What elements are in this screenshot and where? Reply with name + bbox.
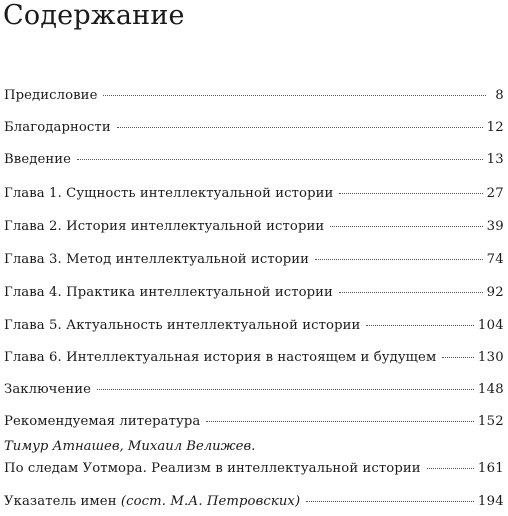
toc-entry-page: 130	[477, 350, 504, 365]
toc-entry-title-compiler: (сост. М.А. Петровских)	[120, 494, 301, 509]
toc-entry[interactable]	[4, 459, 504, 479]
toc-entry-page: 8	[495, 88, 504, 103]
dot-leader	[306, 501, 474, 502]
dot-leader	[117, 127, 483, 128]
toc-entry-title: Рекомендуемая литература	[4, 414, 201, 429]
dot-leader	[427, 468, 474, 469]
dot-leader	[442, 357, 474, 358]
toc-entry-page: 104	[477, 318, 504, 333]
toc-entry-title: Предисловие	[4, 88, 98, 103]
dot-leader	[330, 226, 482, 227]
toc-entry-title: Глава 2. История интеллектуальной истории	[4, 219, 325, 234]
toc-entry-page: 12	[486, 120, 504, 135]
toc-entry-page: 74	[486, 252, 504, 267]
toc-entry[interactable]	[4, 283, 504, 303]
toc-entry-page: 148	[477, 382, 504, 397]
toc-entry-page: 161	[477, 461, 504, 476]
toc-entry[interactable]	[4, 184, 504, 204]
toc-entry[interactable]	[4, 348, 504, 368]
toc-entry-page: 27	[486, 186, 504, 201]
essay-authors: Тимур Атнашев, Михаил Велижев.	[4, 439, 256, 454]
toc-entry-title: Глава 3. Метод интеллектуальной истории	[4, 252, 310, 267]
toc-entry-page: 39	[486, 219, 504, 234]
toc-entry-title: По следам Уотмора. Реализм в интеллектуальной истории	[4, 461, 421, 476]
dot-leader	[339, 292, 483, 293]
toc-entry[interactable]	[4, 380, 504, 400]
dot-leader	[103, 95, 486, 96]
toc-entry-title: Введение	[4, 152, 72, 167]
toc-entry[interactable]	[4, 86, 504, 106]
toc-entry[interactable]	[4, 217, 504, 237]
toc-entry-title	[4, 492, 300, 512]
toc-entry-title: Глава 5. Актуальность интеллектуальной истории	[4, 318, 361, 333]
toc-entry[interactable]	[4, 412, 504, 432]
toc-entry[interactable]	[4, 150, 504, 170]
toc-entry-page: 92	[486, 285, 504, 300]
toc-entry-title: Заключение	[4, 382, 92, 397]
toc-entry[interactable]	[4, 250, 504, 270]
dot-leader	[206, 421, 474, 422]
toc-entry[interactable]	[4, 316, 504, 336]
toc-entry[interactable]	[4, 492, 504, 512]
toc-entry-title: Благодарности	[4, 120, 111, 135]
toc-entry-title: Глава 6. Интеллектуальная история в настоящем и будущем	[4, 350, 437, 365]
dot-leader	[315, 259, 483, 260]
dot-leader	[77, 159, 483, 160]
page-title: Содержание	[3, 0, 185, 31]
toc-entry-title: Глава 4. Практика интеллектуальной истории	[4, 285, 333, 300]
toc-entry-title-main: Указатель имен	[4, 494, 117, 509]
toc-entry-page: 152	[477, 414, 504, 429]
dot-leader	[366, 325, 474, 326]
dot-leader	[97, 389, 474, 390]
toc-entry[interactable]	[4, 118, 504, 138]
toc-entry-page: 13	[486, 152, 504, 167]
toc-entry-page: 194	[477, 494, 504, 509]
dot-leader	[339, 193, 482, 194]
toc-entry-title: Глава 1. Сущность интеллектуальной истории	[4, 186, 334, 201]
